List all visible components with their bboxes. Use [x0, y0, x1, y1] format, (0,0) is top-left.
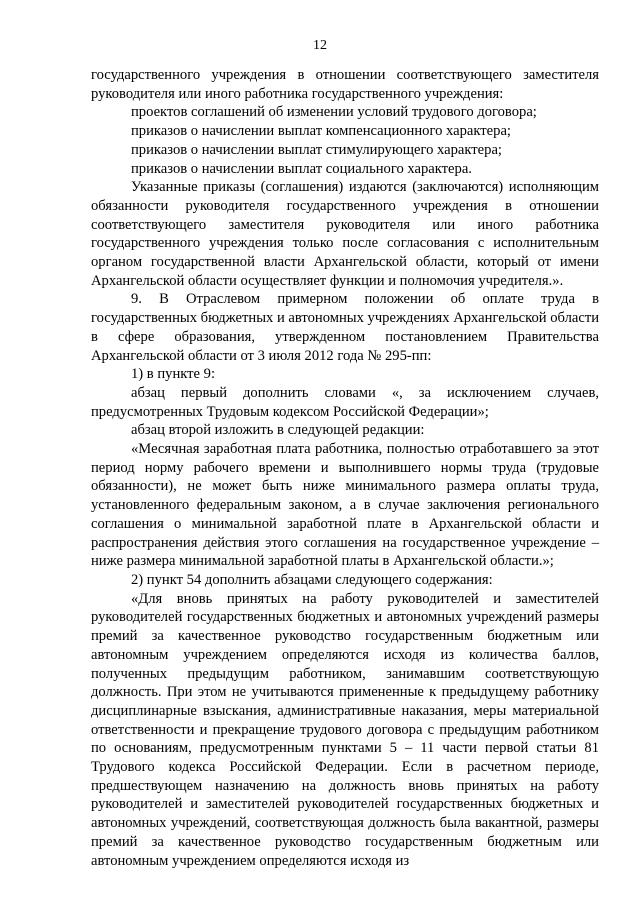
paragraph: 9. В Отраслевом примерном положении об оплате труда в государственных бюджетных и автономных учреждениях Архангельской области в сфере образования, утвержденном постановлением Правительства Архангельской области от 3 июля 2012 года № 295-пп: [91, 291, 600, 364]
paragraph: приказов о начислении выплат стимулирующего характера; [131, 141, 502, 158]
paragraph: «Для вновь принятых на работу руководителей и заместителей руководителей государственных бюджетных и автономных учреждений размеры премий за качественное руководство государственным бюджетным или автономным учреждением определяются исходя из количества баллов, полученных предыдущим работником, занимавшим соответствующую должность. При этом не учитываются примененные к предыдущему работнику дисциплинарные взыскания, административные наказания, меры материальной ответственности и прекращение трудового договора с предыдущим работником по основаниям, предусмотренным пунктами 5 – 11 части первой статьи 81 Трудового кодекса Российской Федерации. Если в расчетном периоде, предшествующем назначению на должность вновь принятых на работу руководителей и заместителей руководителей государственных бюджетных и автономных учреждений, соответствующая должность была вакантной, размеры премий за качественное руководство государственным бюджетным или автономным учреждением определяются исходя из [91, 590, 599, 869]
paragraph: государственного учреждения в отношении соответствующего заместителя руководителя или иного работника государственного учреждения: [91, 67, 599, 102]
paragraph: Указанные приказы (соглашения) издаются (заключаются) исполняющим обязанности руководителя государственного учреждения в отношении соответствующего заместителя руководителя или иного работника государственного учреждения только после согласования с исполнительным органом государственной власти Архангельской области, который от имени Архангельской области осуществляет функции и полномочия учредителя.». [91, 179, 599, 289]
page-number: 12 [313, 38, 327, 53]
paragraph: приказов о начислении выплат компенсационного характера; [131, 123, 511, 140]
document-body [91, 66, 599, 870]
paragraph: абзац второй изложить в следующей редакции: [131, 422, 425, 439]
paragraph: 2) пункт 54 дополнить абзацами следующего содержания: [131, 571, 493, 588]
paragraph: приказов о начислении выплат социального характера. [131, 160, 472, 177]
paragraph: абзац первый дополнить словами «, за исключением случаев, предусмотренных Трудовым кодексом Российской Федерации»; [91, 384, 599, 420]
paragraph: 1) в пункте 9: [131, 366, 216, 383]
paragraph: проектов соглашений об изменении условий трудового договора; [131, 104, 537, 121]
paragraph: «Месячная заработная плата работника, полностью отработавшего за этот период норму рабочего времени и выполнившего нормы труда (трудовые обязанности), не может быть ниже минимального размера оплаты труда, установленного федеральным законом, а в случае заключения регионального соглашения о минимальной заработной плате в Архангельской области и распространения действия этого соглашения на государственное учреждение – ниже размера минимальной заработной платы в Архангельской области.»; [91, 441, 599, 570]
